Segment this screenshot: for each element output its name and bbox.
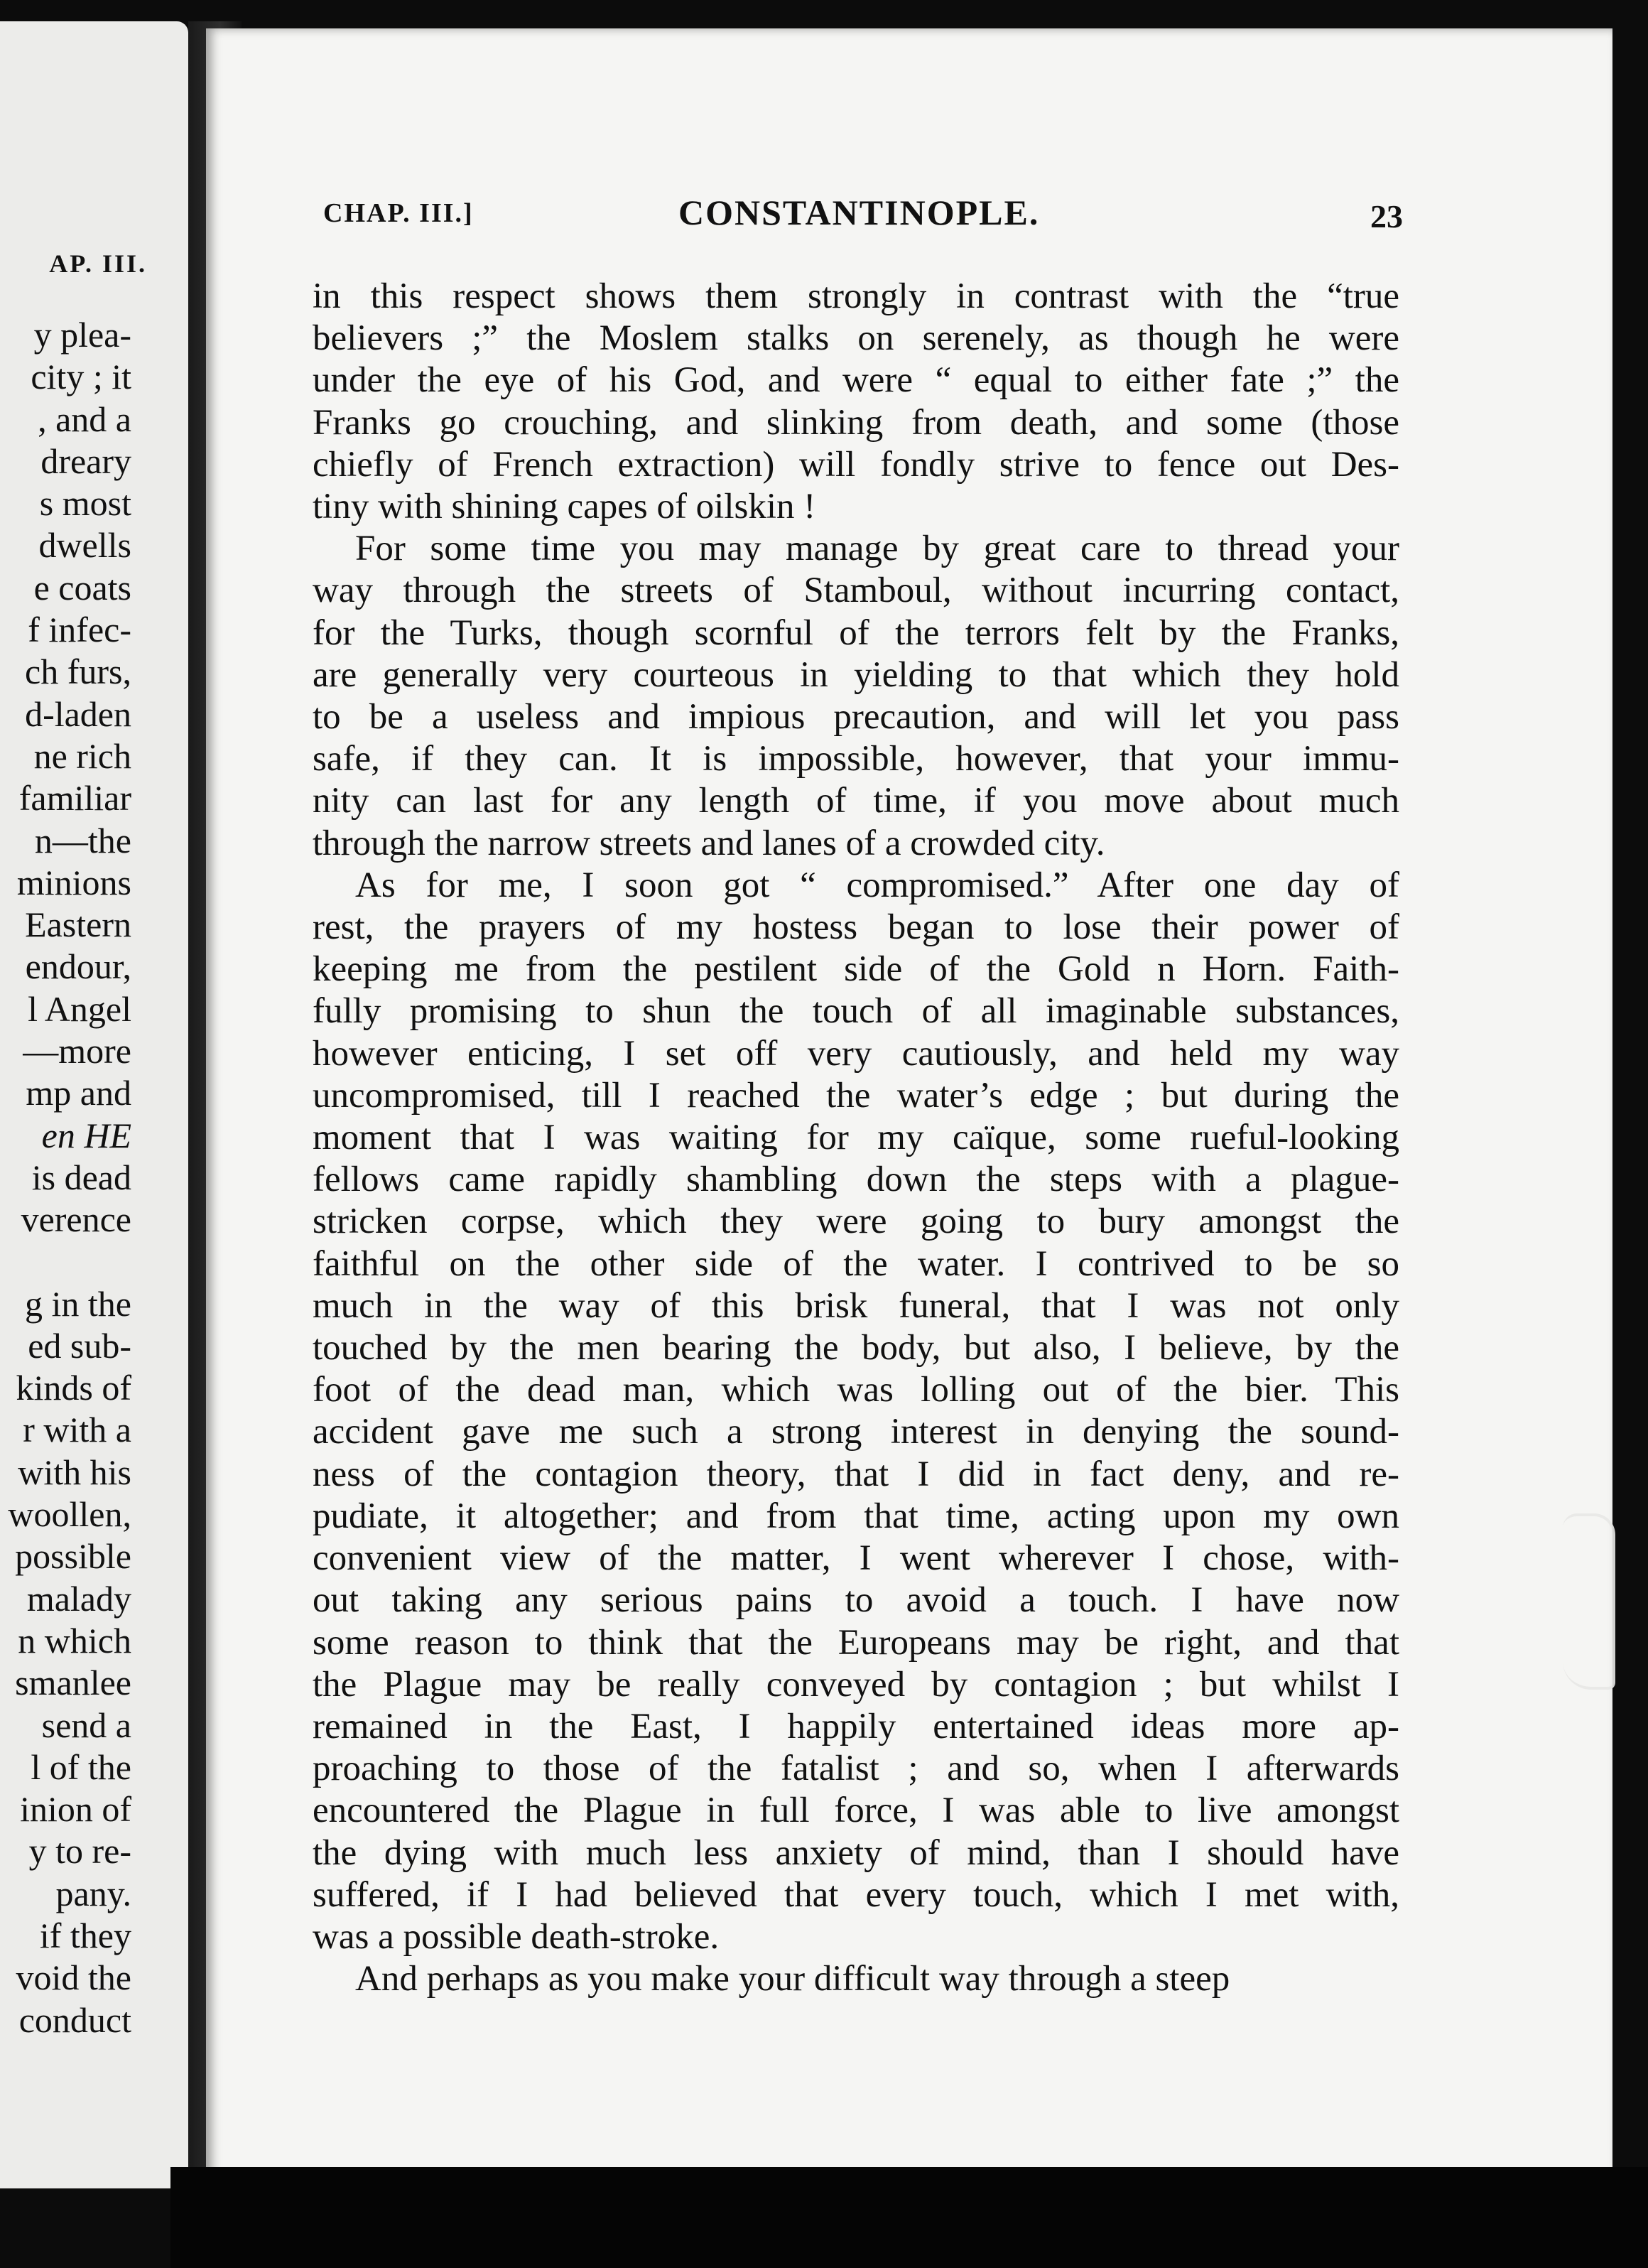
left-page-line: d-laden [25,693,131,734]
text-line: was a possible death-stroke. [313,1916,720,1957]
left-page-line: verence [21,1199,131,1240]
text-line: are generally very courteous in yielding to that which they hold [313,654,1399,695]
left-page-fragment [0,21,188,2188]
left-page-line: inion of [20,1789,131,1830]
text-line: safe, if they can. It is impossible, however, that your immu- [313,739,1399,779]
left-page-line: endour, [25,946,131,987]
left-page-line: f infec- [28,610,131,650]
left-page-line: —more [23,1031,131,1071]
left-page-line: l Angel [28,988,131,1029]
text-line: accident gave me such a strong interest in denying the sound- [313,1412,1399,1452]
text-line: keeping me from the pestilent side of the Gold n Horn. Faith- [313,949,1399,990]
left-page-line: ch furs, [25,652,131,692]
left-page-line: n—the [34,820,131,860]
paragraph [313,276,1399,528]
text-line: convenient view of the matter, I went wherever I chose, with- [313,1538,1399,1579]
text-line: ness of the contagion theory, that I did in fact deny, and re- [313,1454,1399,1494]
text-line: stricken corpse, which they were going to bury amongst the [313,1202,1399,1242]
text-line: rest, the prayers of my hostess began to lose their power of [313,907,1399,948]
left-page-line: y plea- [33,315,131,355]
left-page-line: kinds of [16,1368,131,1408]
left-page-line: ed sub- [28,1325,131,1366]
left-page-line: minions [16,862,131,902]
page-number: 23 [1370,198,1403,234]
paragraph [313,528,1399,865]
left-page-line: g in the [25,1283,131,1324]
text-line: Franks go crouching, and slinking from death, and some (those [313,402,1399,443]
text-line: the Plague may be really conveyed by contagion ; but whilst I [313,1664,1399,1705]
text-line: however enticing, I set off very cautiously, and held my way [313,1033,1399,1074]
left-page-text [8,314,131,2041]
text-line: pudiate, it altogether; and from that time, acting upon my own [313,1496,1399,1536]
left-page-line: city ; it [31,357,131,397]
left-page-line: en HE [41,1115,131,1155]
text-line: through the narrow streets and lanes of a crowded city. [313,823,1105,863]
left-page-line: malady [26,1578,131,1619]
chapter-label: CHAP. III.] [323,198,474,228]
left-page-line: woollen, [8,1494,131,1535]
text-line: believers ;” the Moslem stalks on serenely, as though he were [313,318,1399,359]
left-page-line: ne rich [33,735,131,776]
text-line: faithful on the other side of the water. I contrived to be so [313,1243,1399,1284]
left-page-line: pany. [55,1873,131,1913]
left-page-line [8,1241,131,1283]
text-line: encountered the Plague in full force, I was able to live amongst [313,1791,1399,1831]
text-line: the dying with much less anxiety of mind, than I should have [313,1832,1399,1873]
left-page-line: if they [39,1915,131,1955]
text-line: for the Turks, though scornful of the terrors felt by the Franks, [313,612,1399,653]
text-line: uncompromised, till I reached the water’s edge ; but during the [313,1075,1399,1116]
left-page-line: possible [15,1536,131,1577]
left-page-line: is dead [31,1157,131,1197]
page-title: CONSTANTINOPLE. [678,193,1040,232]
text-line: proaching to those of the fatalist ; and so, when I afterwards [313,1749,1399,1789]
text-line: remained in the East, I happily entertained ideas more ap- [313,1706,1399,1746]
text-line: much in the way of this brisk funeral, that I was not only [313,1285,1399,1326]
text-line: way through the streets of Stamboul, without incurring contact, [313,571,1399,611]
bottom-shadow [170,2167,1648,2268]
left-page-line: with his [18,1452,131,1492]
text-line: nity can last for any length of time, if you move about much [313,781,1399,821]
text-line: As for me, I soon got “ compromised.” After one day of [355,865,1399,905]
text-line: chiefly of French extraction) will fondly strive to fence out Des- [313,444,1399,485]
left-page-line: n which [18,1620,131,1660]
left-page-line: mp and [26,1073,131,1113]
page-tab-mark [1563,1513,1615,1690]
left-page-line: y to re- [28,1831,131,1872]
left-page-line: familiar [18,778,131,819]
text-line: out taking any serious pains to avoid a touch. I have now [313,1580,1399,1621]
text-line: foot of the dead man, which was lolling out of the bier. This [313,1370,1399,1410]
paragraph [313,865,1399,1958]
left-page-line: dwells [38,525,131,566]
left-page-line: conduct [18,1999,131,2040]
text-line: moment that I was waiting for my caïque, some rueful-looking [313,1118,1399,1158]
left-page-line: , and a [38,399,131,439]
left-page-line: l of the [31,1746,131,1787]
left-page-line: void the [16,1958,131,1998]
text-line: to be a useless and impious precaution, and will let you pass [313,697,1399,738]
left-page-line: r with a [23,1410,131,1450]
text-line: tiny with shining capes of oilskin ! [313,487,816,527]
left-page-line: smanlee [15,1663,131,1703]
text-line: under the eye of his God, and were “ equal to either fate ;” the [313,360,1399,401]
text-line: fellows came rapidly shambling down the steps with a plague- [313,1160,1399,1200]
text-line: some reason to think that the Europeans may be right, and that [313,1622,1399,1663]
left-page-line: send a [41,1705,131,1745]
text-line: suffered, if I had believed that every touch, which I met with, [313,1874,1399,1915]
left-page-line: e coats [33,567,131,608]
text-line: touched by the men bearing the body, but also, I believe, by the [313,1328,1399,1368]
text-line: For some time you may manage by great care to thread your [355,529,1399,569]
text-line: And perhaps as you make your difficult way through a steep [355,1959,1230,1999]
text-line: fully promising to shun the touch of all imaginable substances, [313,991,1399,1032]
left-page-line: dreary [40,441,131,481]
left-page-header: AP. III. [49,249,147,278]
body-text [313,276,1399,2000]
left-page-line: Eastern [25,904,131,945]
text-line: in this respect shows them strongly in contrast with the “true [313,276,1399,316]
paragraph [313,1958,1399,2000]
left-page-line: s most [39,483,131,524]
running-head [323,192,1403,242]
